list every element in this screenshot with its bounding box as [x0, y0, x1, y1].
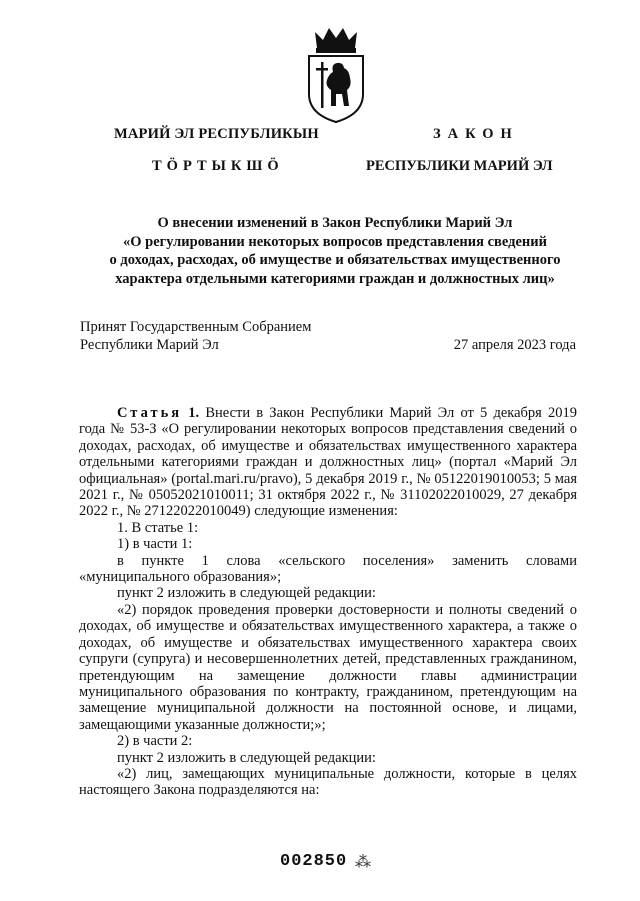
article-item: 1) в части 1:	[117, 536, 193, 553]
title-line: О внесении изменений в Закон Республики Марий Эл	[157, 215, 513, 231]
title-line: характера отдельными категориями граждан и должностных лиц»	[115, 270, 555, 287]
article-label: Статья	[117, 405, 183, 421]
header-right-line1: ЗАКОН	[433, 126, 519, 142]
asterism-mark: ⁂	[355, 854, 371, 871]
header-left-line2: ТӦРТЫКШӦ	[152, 158, 284, 174]
header-left-line1: МАРИЙ ЭЛ РЕСПУБЛИКЫН	[114, 126, 319, 142]
article-item: 1. В статье 1:	[117, 519, 199, 536]
article-body	[79, 405, 577, 799]
document-title	[70, 214, 600, 288]
article-number: 1.	[188, 405, 200, 421]
coat-of-arms-icon	[303, 28, 369, 124]
adoption-line: Принят Государственным Собранием	[80, 319, 312, 335]
title-line: «О регулировании некоторых вопросов представления сведений	[123, 233, 547, 250]
adoption-line: Республики Марий Эл	[80, 337, 219, 353]
article-intro	[79, 405, 577, 520]
article-item: в пункте 1 слова «сельского поселения» заменить словами «муниципального образования»;	[79, 552, 577, 586]
article-item: пункт 2 изложить в следующей редакции:	[117, 749, 376, 766]
title-line: о доходах, расходах, об имуществе и обязательствах имущественного	[109, 252, 561, 268]
article-intro-text: Внести в Закон Республики Марий Эл от 5 декабря 2019 года № 53-З «О регулировании некоторых вопросов представления сведений о доходах, расходах, об имуществе и обязательствах имущественного характера отдельными категориями граждан и должностных лиц» (портал «Марий Эл официальная» (portal.mari.ru/pravo), 5 декабря 2019 г., № 05122019010053; 5 мая 2021 г., № 05052021010011; 31 октября 2022 г., № 31102022010029, 27 декабря 2022 г., № 27122022010049) следующие изменения:	[79, 405, 578, 520]
article-item: «2) лиц, замещающих муниципальные должности, которые в целях настоящего Закона подразделяются на:	[79, 765, 577, 799]
serial-number: 002850	[280, 852, 348, 871]
article-item: пункт 2 изложить в следующей редакции:	[117, 585, 376, 602]
article-item: 2) в части 2:	[117, 733, 193, 750]
adoption-block	[80, 318, 311, 354]
adoption-date: 27 апреля 2023 года	[453, 337, 576, 353]
article-item: «2) порядок проведения проверки достоверности и полноты сведений о доходах, об имуществе и обязательствах имущественного характера, а также о доходах, об имуществе и обязательствах имущественного характера своих супруги (супруга) и несовершеннолетних детей, представленных гражданином, претендующим на замещение должности главы администрации муниципального образования по контракту, гражданином, претендующим на замещение муниципальной должности на постоянной основе, и лицами, замещающими указанные должности;»;	[79, 601, 577, 733]
header-right-line2: РЕСПУБЛИКИ МАРИЙ ЭЛ	[366, 158, 553, 174]
